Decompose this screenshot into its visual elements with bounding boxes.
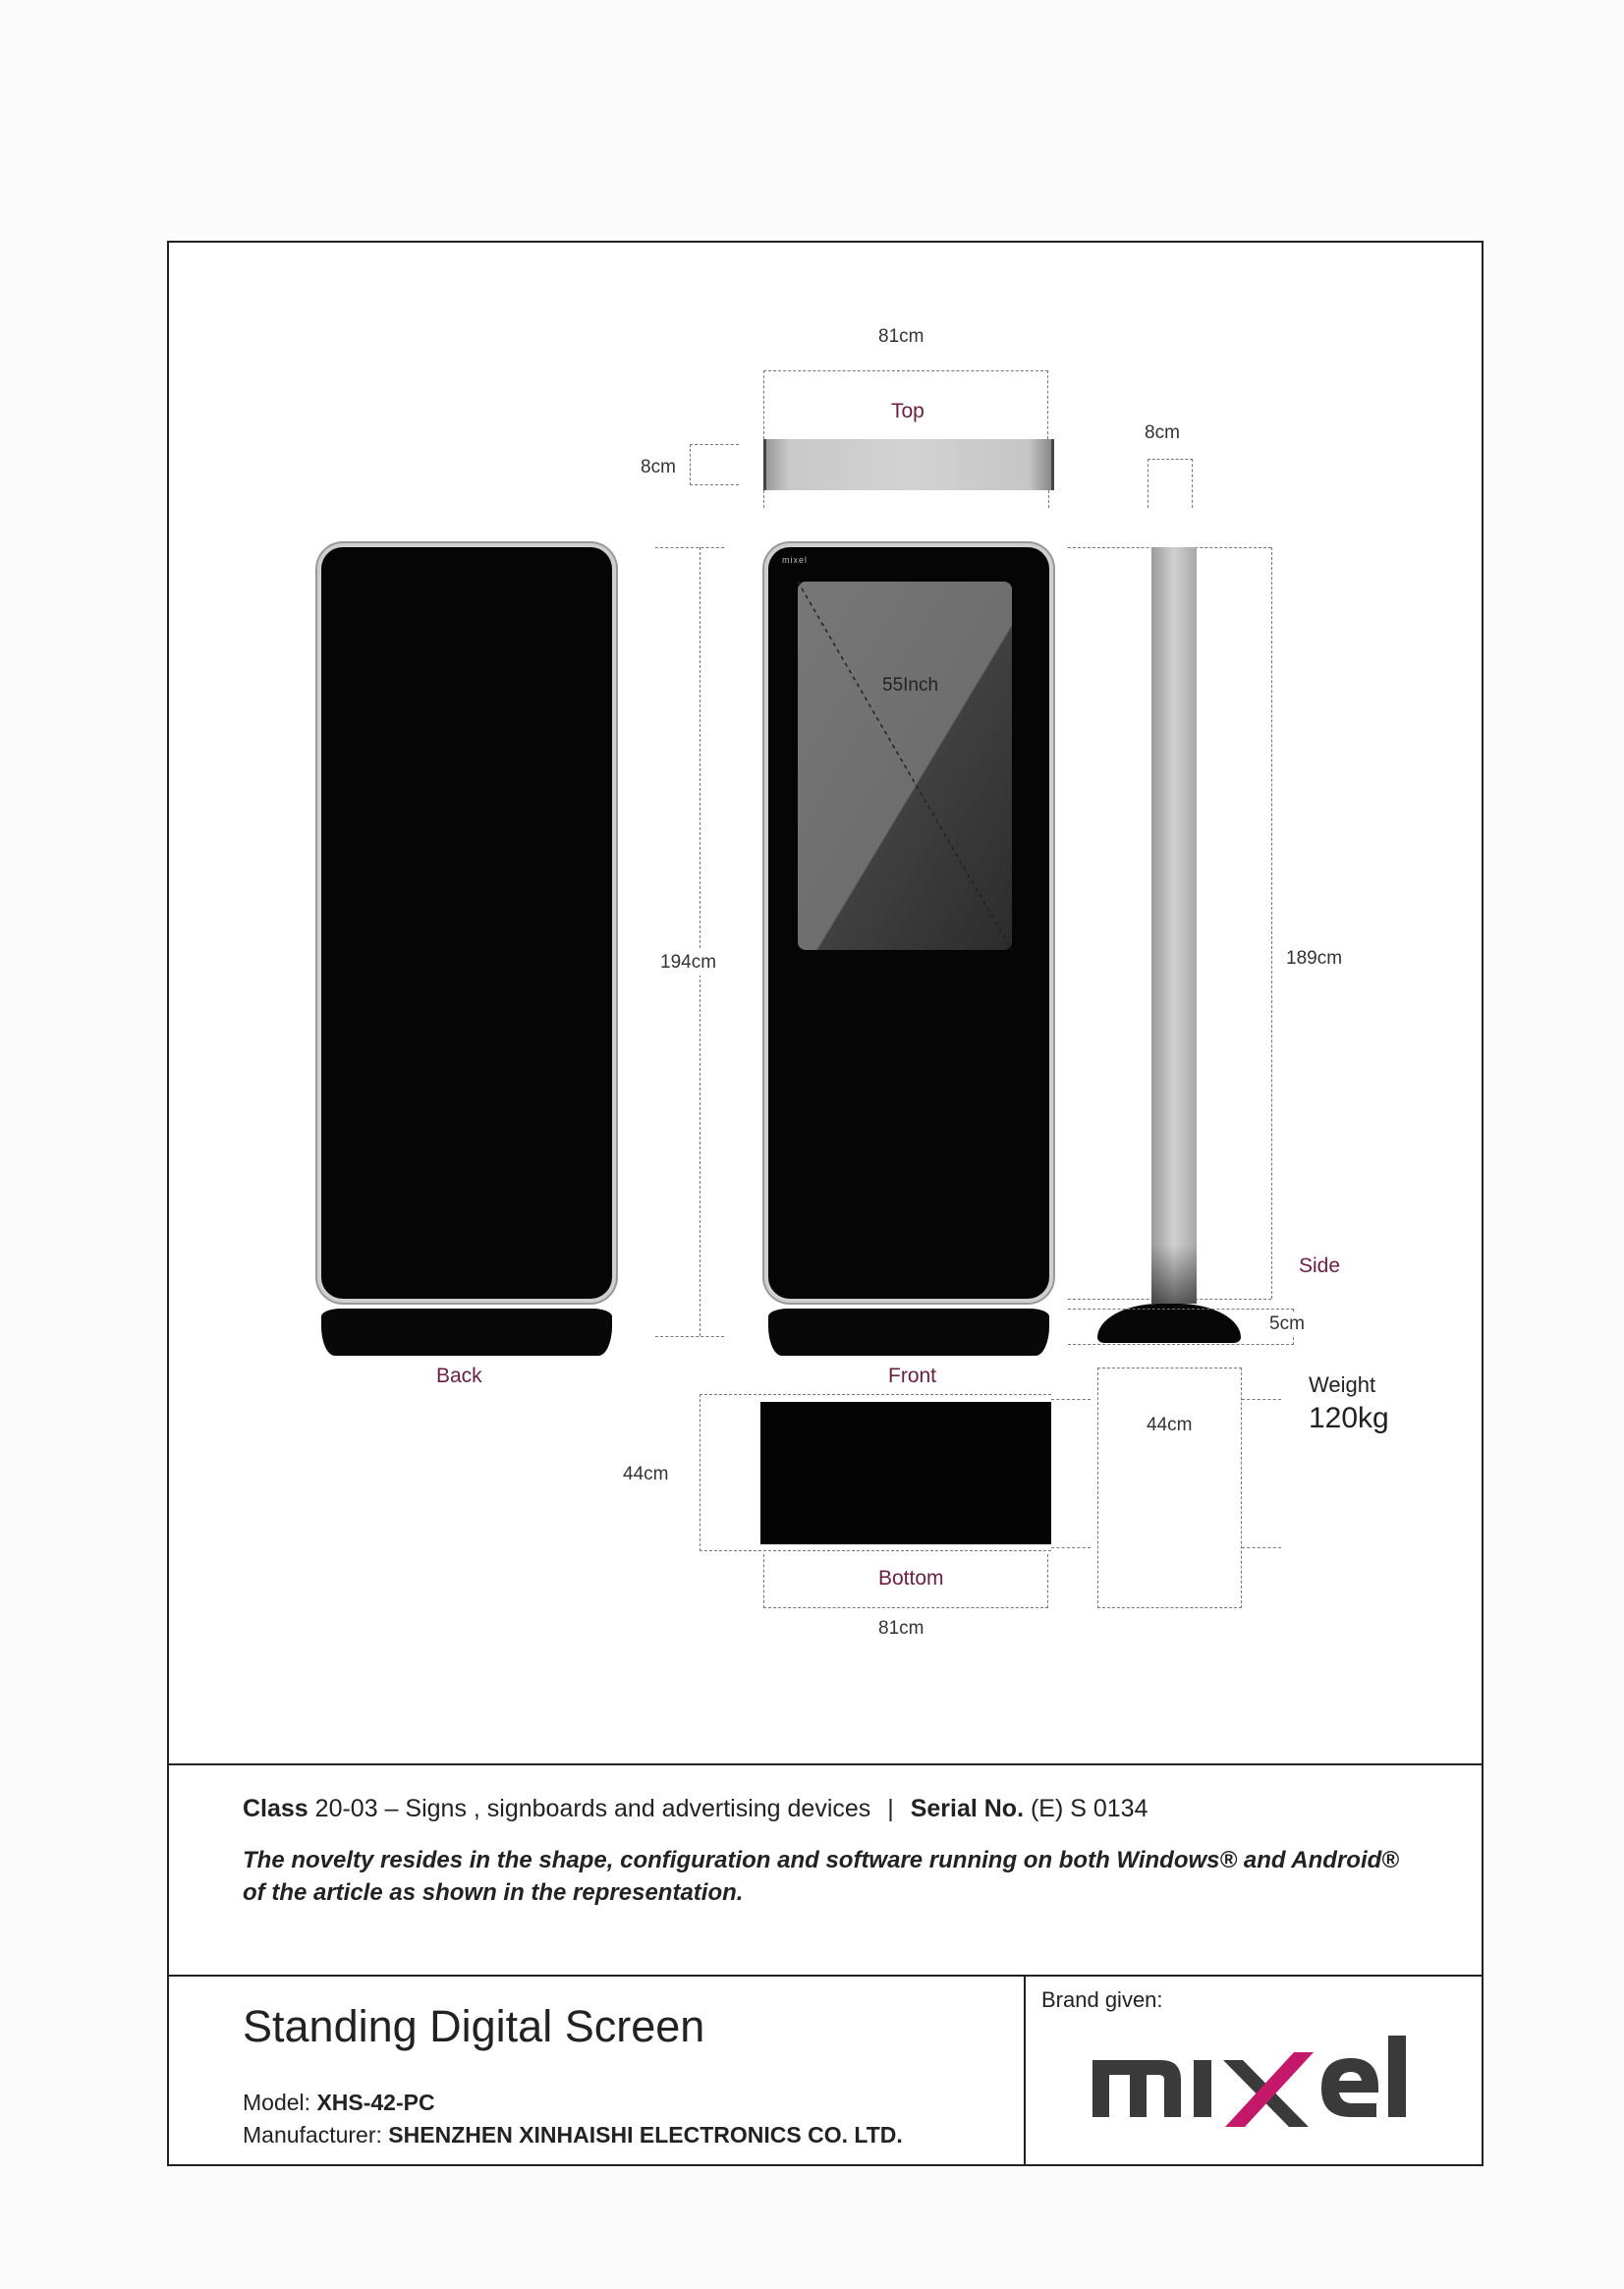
bottom-view-drawing — [760, 1402, 1051, 1544]
top-view-label: Top — [891, 400, 924, 422]
class-value: 20-03 – Signs , signboards and advertising devices — [314, 1795, 871, 1822]
side-view-label: Side — [1299, 1255, 1341, 1277]
weight-label: Weight — [1309, 1372, 1376, 1397]
bottom-depth-right-dimension: 44cm — [1147, 1415, 1193, 1435]
dimension-line — [1048, 490, 1049, 508]
dimension-line — [1242, 1399, 1281, 1400]
column-divider — [1024, 1977, 1026, 2166]
front-view-label: Front — [888, 1365, 937, 1387]
model-label: Model: — [243, 2090, 311, 2115]
top-width-dimension: 81cm — [878, 326, 924, 347]
front-screen — [798, 582, 1012, 950]
base-height-box — [1068, 1309, 1294, 1345]
dimension-line — [655, 547, 724, 548]
product-title: Standing Digital Screen — [243, 2001, 705, 2051]
dimension-line — [1051, 1399, 1091, 1400]
dimension-line — [763, 490, 764, 508]
manufacturer-line — [243, 2122, 903, 2149]
class-separator: | — [887, 1795, 894, 1822]
side-view-drawing — [1151, 547, 1197, 1304]
model-line — [243, 2090, 435, 2116]
brand-logo — [1088, 2031, 1422, 2134]
section-divider — [169, 1975, 1482, 1977]
serial-label: Serial No. — [910, 1795, 1025, 1822]
front-brand-logo: mixel — [782, 555, 809, 565]
back-view-foot — [321, 1309, 612, 1356]
back-view-drawing — [321, 547, 612, 1299]
dimension-line — [1271, 547, 1272, 1299]
front-view-foot — [768, 1309, 1049, 1356]
weight-value: 120kg — [1309, 1402, 1389, 1434]
screen-size-label: 55Inch — [882, 675, 939, 696]
side-depth-dimension: 8cm — [1145, 422, 1180, 443]
back-view-label: Back — [436, 1365, 482, 1387]
bottom-view-label: Bottom — [878, 1567, 944, 1590]
class-label: Class — [243, 1795, 308, 1822]
top-depth-dimension: 8cm — [641, 457, 676, 477]
serial-value: (E) S 0134 — [1030, 1795, 1148, 1822]
side-bottom-depth-box — [1097, 1368, 1242, 1608]
manufacturer-value: SHENZHEN XINHAISHI ELECTRONICS CO. LTD. — [388, 2122, 903, 2148]
dimension-line — [1242, 1547, 1281, 1548]
front-height-dimension: 194cm — [660, 950, 716, 976]
bottom-width-dimension: 81cm — [878, 1618, 924, 1639]
top-view-drawing — [763, 439, 1054, 490]
novelty-statement: The novelty resides in the shape, configuration and software running on both Windows® and Android® of the article as shown in the representation. — [243, 1847, 1399, 1906]
section-divider — [169, 1763, 1482, 1765]
dimension-line — [655, 1336, 724, 1337]
classification-line — [243, 1795, 1148, 1823]
dimension-line — [1051, 1547, 1091, 1548]
side-height-dimension: 189cm — [1286, 948, 1343, 969]
bottom-depth-left-dimension: 44cm — [623, 1464, 669, 1484]
model-value: XHS-42-PC — [316, 2090, 435, 2115]
top-depth-box — [690, 444, 739, 485]
screen-diagonal — [798, 582, 1012, 950]
base-height-dimension: 5cm — [1269, 1313, 1305, 1334]
side-depth-box — [1148, 459, 1193, 508]
brand-label: Brand given: — [1041, 1987, 1163, 2012]
manufacturer-label: Manufacturer: — [243, 2122, 382, 2148]
design-sheet — [167, 241, 1484, 2166]
mixel-logo-icon — [1088, 2031, 1422, 2129]
